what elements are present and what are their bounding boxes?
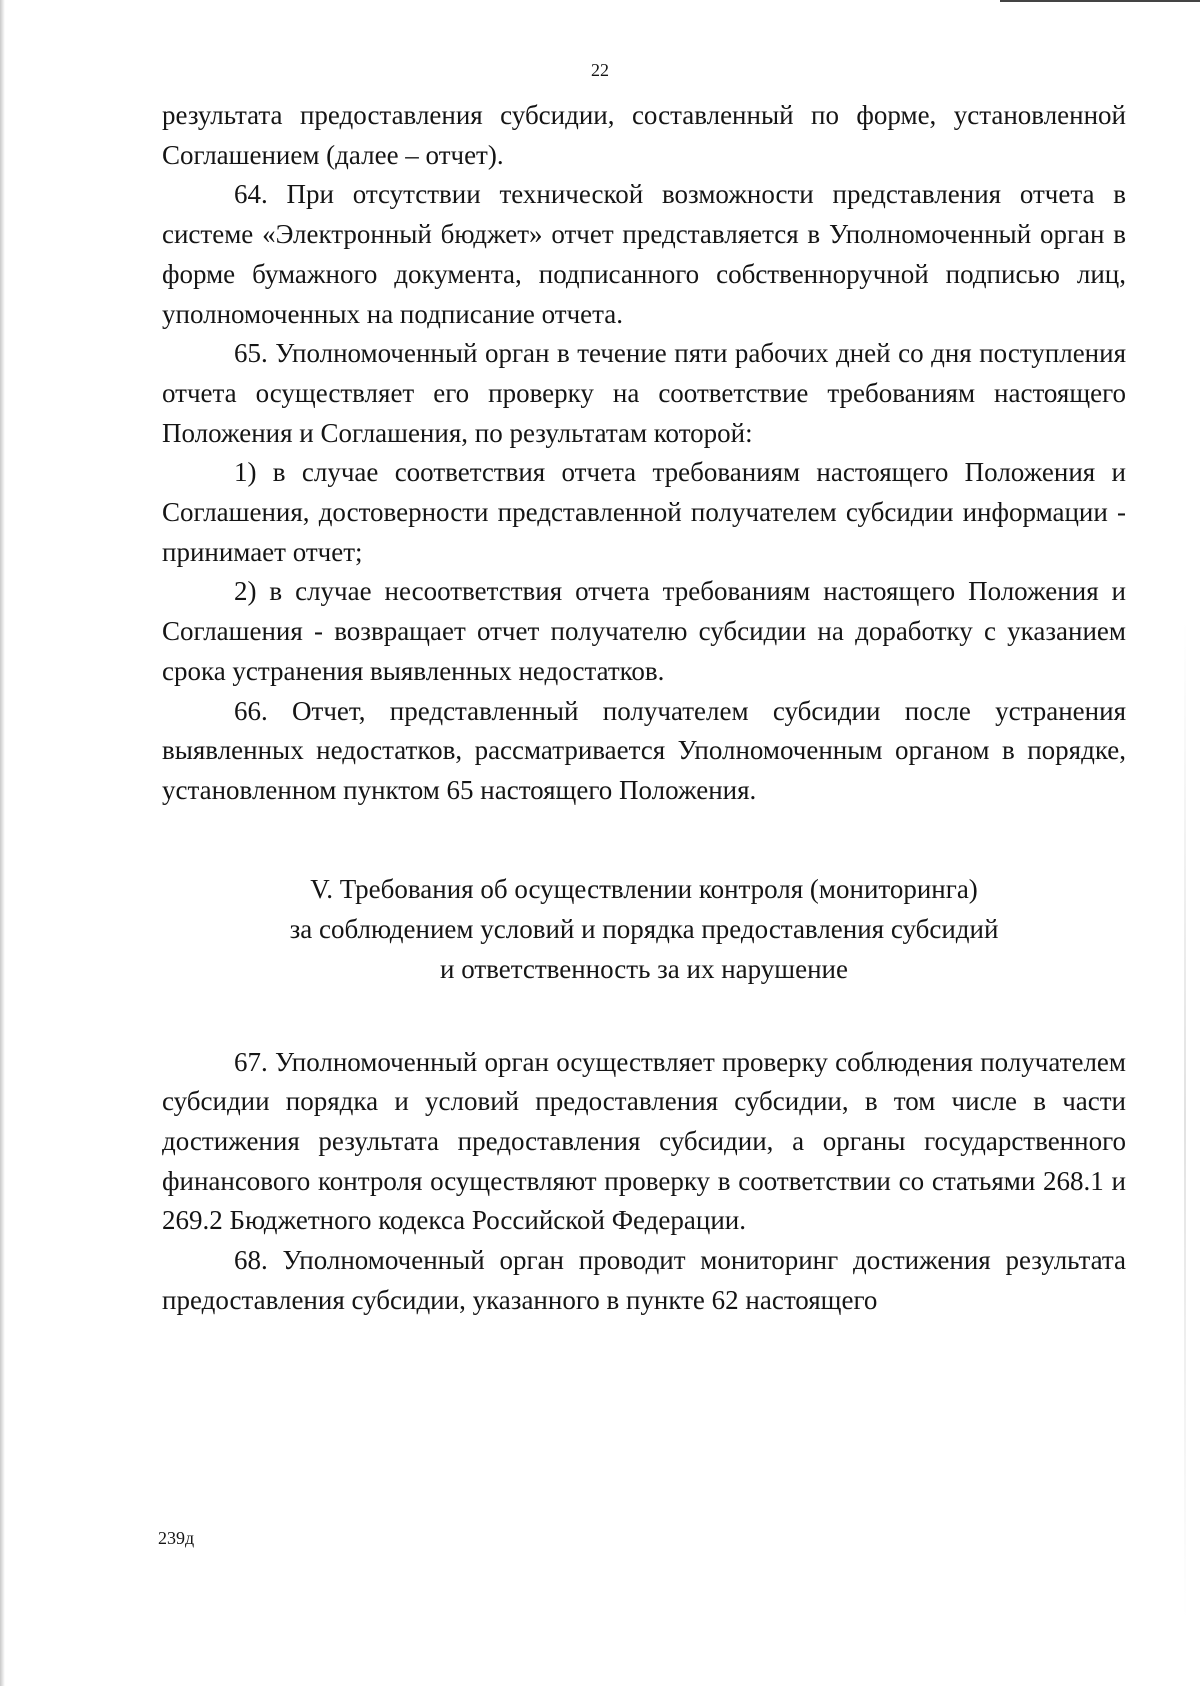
paragraph-64: 64. При отсутствии технической возможности представления отчета в системе «Электронный бюджет» отчет представляется в Уполномоченный орган в форме бумажного документа, подписанного собственноручной подписью лиц, уполномоченных на подписание отчета. [162, 179, 1126, 329]
scan-edge-left [0, 0, 5, 1686]
footer-document-code: 239д [158, 1528, 195, 1548]
section-heading-line-1: V. Требования об осуществлении контроля (мониторинга) [310, 873, 978, 904]
section-heading-line-2: за соблюдением условий и порядка предоставления субсидий [289, 913, 999, 944]
paragraph-65-item-1: 1) в случае соответствия отчета требованиям настоящего Положения и Соглашения, достоверности представленной получателем субсидии информации - принимает отчет; [162, 457, 1126, 567]
page-number: 22 [591, 60, 609, 80]
paragraph-67: 67. Уполномоченный орган осуществляет проверку соблюдения получателем субсидии порядка и условий предоставления субсидии, в том числе в части достижения результата предоставления субсидии, а органы государственного финансового контроля осуществляют проверку в соответствии со статьями 268.1 и 269.2 Бюджетного кодекса Российской Федерации. [162, 1046, 1126, 1236]
section-heading [162, 869, 1126, 989]
paragraph-65: 65. Уполномоченный орган в течение пяти рабочих дней со дня поступления отчета осуществляет его проверку на соответствие требованиям настоящего Положения и Соглашения, по результатам которой: [162, 338, 1126, 448]
scan-edge-right [1184, 620, 1186, 1620]
document-body [162, 96, 1126, 1321]
paragraph-65-item-2: 2) в случае несоответствия отчета требованиям настоящего Положения и Соглашения - возвращает отчет получателю субсидии на доработку с указанием срока устранения выявленных недостатков. [162, 576, 1126, 686]
paragraph-66: 66. Отчет, представленный получателем субсидии после устранения выявленных недостатков, рассматривается Уполномоченным органом в порядке, установленном пунктом 65 настоящего Положения. [162, 695, 1126, 805]
scan-line-top [1000, 0, 1200, 2]
paragraph-continuation: результата предоставления субсидии, составленный по форме, установленной Соглашением (далее – отчет). [162, 100, 1126, 170]
paragraph-68: 68. Уполномоченный орган проводит мониторинг достижения результата предоставления субсидии, указанного в пункте 62 настоящего [162, 1245, 1126, 1315]
section-heading-line-3: и ответственность за их нарушение [440, 953, 848, 984]
